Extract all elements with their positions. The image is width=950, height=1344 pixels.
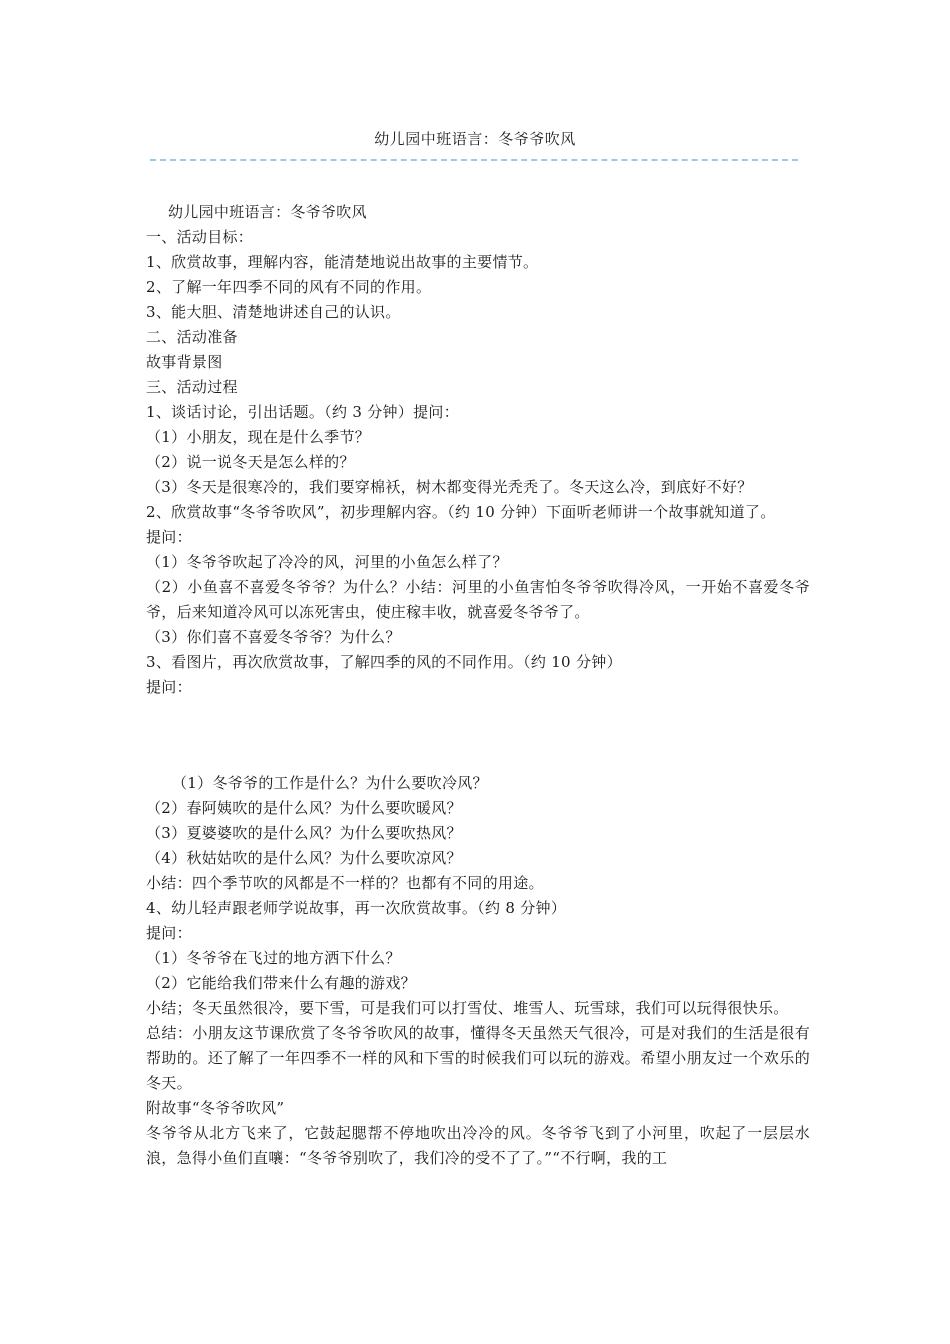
text-line: 三、活动过程 <box>146 378 238 396</box>
text-line: 1、欣赏故事，理解内容，能清楚地说出故事的主要情节。 <box>146 253 539 271</box>
text-line: （2）它能给我们带来什么有趣的游戏？ <box>146 974 416 992</box>
text-line: 小结：四个季节吹的风都是不一样的？也都有不同的用途。 <box>146 874 544 892</box>
text-line: （3）夏婆婆吹的是什么风？为什么要吹热风？ <box>146 824 462 842</box>
text-line: （1）冬爷爷的工作是什么？为什么要吹冷风？ <box>172 774 488 792</box>
text-line: （4）秋姑姑吹的是什么风？为什么要吹凉风？ <box>146 849 462 867</box>
blank-space <box>146 700 810 771</box>
text-line: 二、活动准备 <box>146 328 238 346</box>
text-line: 2、了解一年四季不同的风有不同的作用。 <box>146 278 432 296</box>
text-line: 3、看图片，再次欣赏故事，了解四季的风的不同作用。（约 10 分钟） <box>146 653 622 671</box>
text-line: 提问： <box>146 528 192 546</box>
paragraph-summary-1: 小结；冬天虽然很冷，要下雪，可是我们可以打雪仗、堆雪人、玩雪球，我们可以玩得很快乐。 <box>146 999 789 1017</box>
text-line: （2）说一说冬天是怎么样的？ <box>146 453 355 471</box>
paragraph-fish: （2）小鱼喜不喜爱冬爷爷？为什么？小结：河里的小鱼害怕冬爷爷吹得冷风，一开始不喜爱冬爷爷，后来知道冷风可以冻死害虫，使庄稼丰收，就喜爱冬爷爷了。 <box>146 578 810 621</box>
title-divider <box>150 159 798 161</box>
text-line: 4、幼儿轻声跟老师学说故事，再一次欣赏故事。（约 8 分钟） <box>146 899 567 917</box>
text-line: （1）冬爷爷吹起了冷冷的风，河里的小鱼怎么样了？ <box>146 553 508 571</box>
text-line: 一、活动目标： <box>146 228 254 246</box>
paragraph-story: 冬爷爷从北方飞来了，它鼓起腮帮不停地吹出冷冷的风。冬爷爷飞到了小河里，吹起了一层层水浪，急得小鱼们直嚷：“冬爷爷别吹了，我们冷的受不了了。”“不行啊，我的工 <box>146 1124 810 1167</box>
text-line: 附故事“冬爷爷吹风” <box>146 1099 285 1117</box>
text-line: （1）冬爷爷在飞过的地方洒下什么？ <box>146 949 401 967</box>
header-title: 幼儿园中班语言：冬爷爷吹风 <box>374 130 576 148</box>
text-line: 1、谈话讨论，引出话题。（约 3 分钟）提问： <box>146 403 460 421</box>
text-line: （3）你们喜不喜爱冬爷爷？为什么？ <box>146 628 401 646</box>
text-line: （3）冬天是很寒冷的，我们要穿棉袄，树木都变得光秃秃了。冬天这么冷，到底好不好？ <box>146 478 753 496</box>
paragraph-story-intro: 2、欣赏故事“冬爷爷吹风”，初步理解内容。（约 10 分钟）下面听老师讲一个故事就知道了。 <box>146 503 776 521</box>
document-body <box>146 200 810 1171</box>
body-title: 幼儿园中班语言：冬爷爷吹风 <box>168 203 367 221</box>
text-line: （1）小朋友，现在是什么季节？ <box>146 428 371 446</box>
text-line: （2）春阿姨吹的是什么风？为什么要吹暖风？ <box>146 799 462 817</box>
paragraph-summary-2: 总结：小朋友这节课欣赏了冬爷爷吹风的故事，懂得冬天虽然天气很冷，可是对我们的生活是很有帮助的。还了解了一年四季不一样的风和下雪的时候我们可以玩的游戏。希望小朋友过一个欢乐的冬天。 <box>146 1024 810 1092</box>
text-line: 故事背景图 <box>146 353 223 371</box>
text-line: 提问： <box>146 924 192 942</box>
text-line: 3、能大胆、清楚地讲述自己的认识。 <box>146 303 401 321</box>
text-line: 提问： <box>146 678 192 696</box>
